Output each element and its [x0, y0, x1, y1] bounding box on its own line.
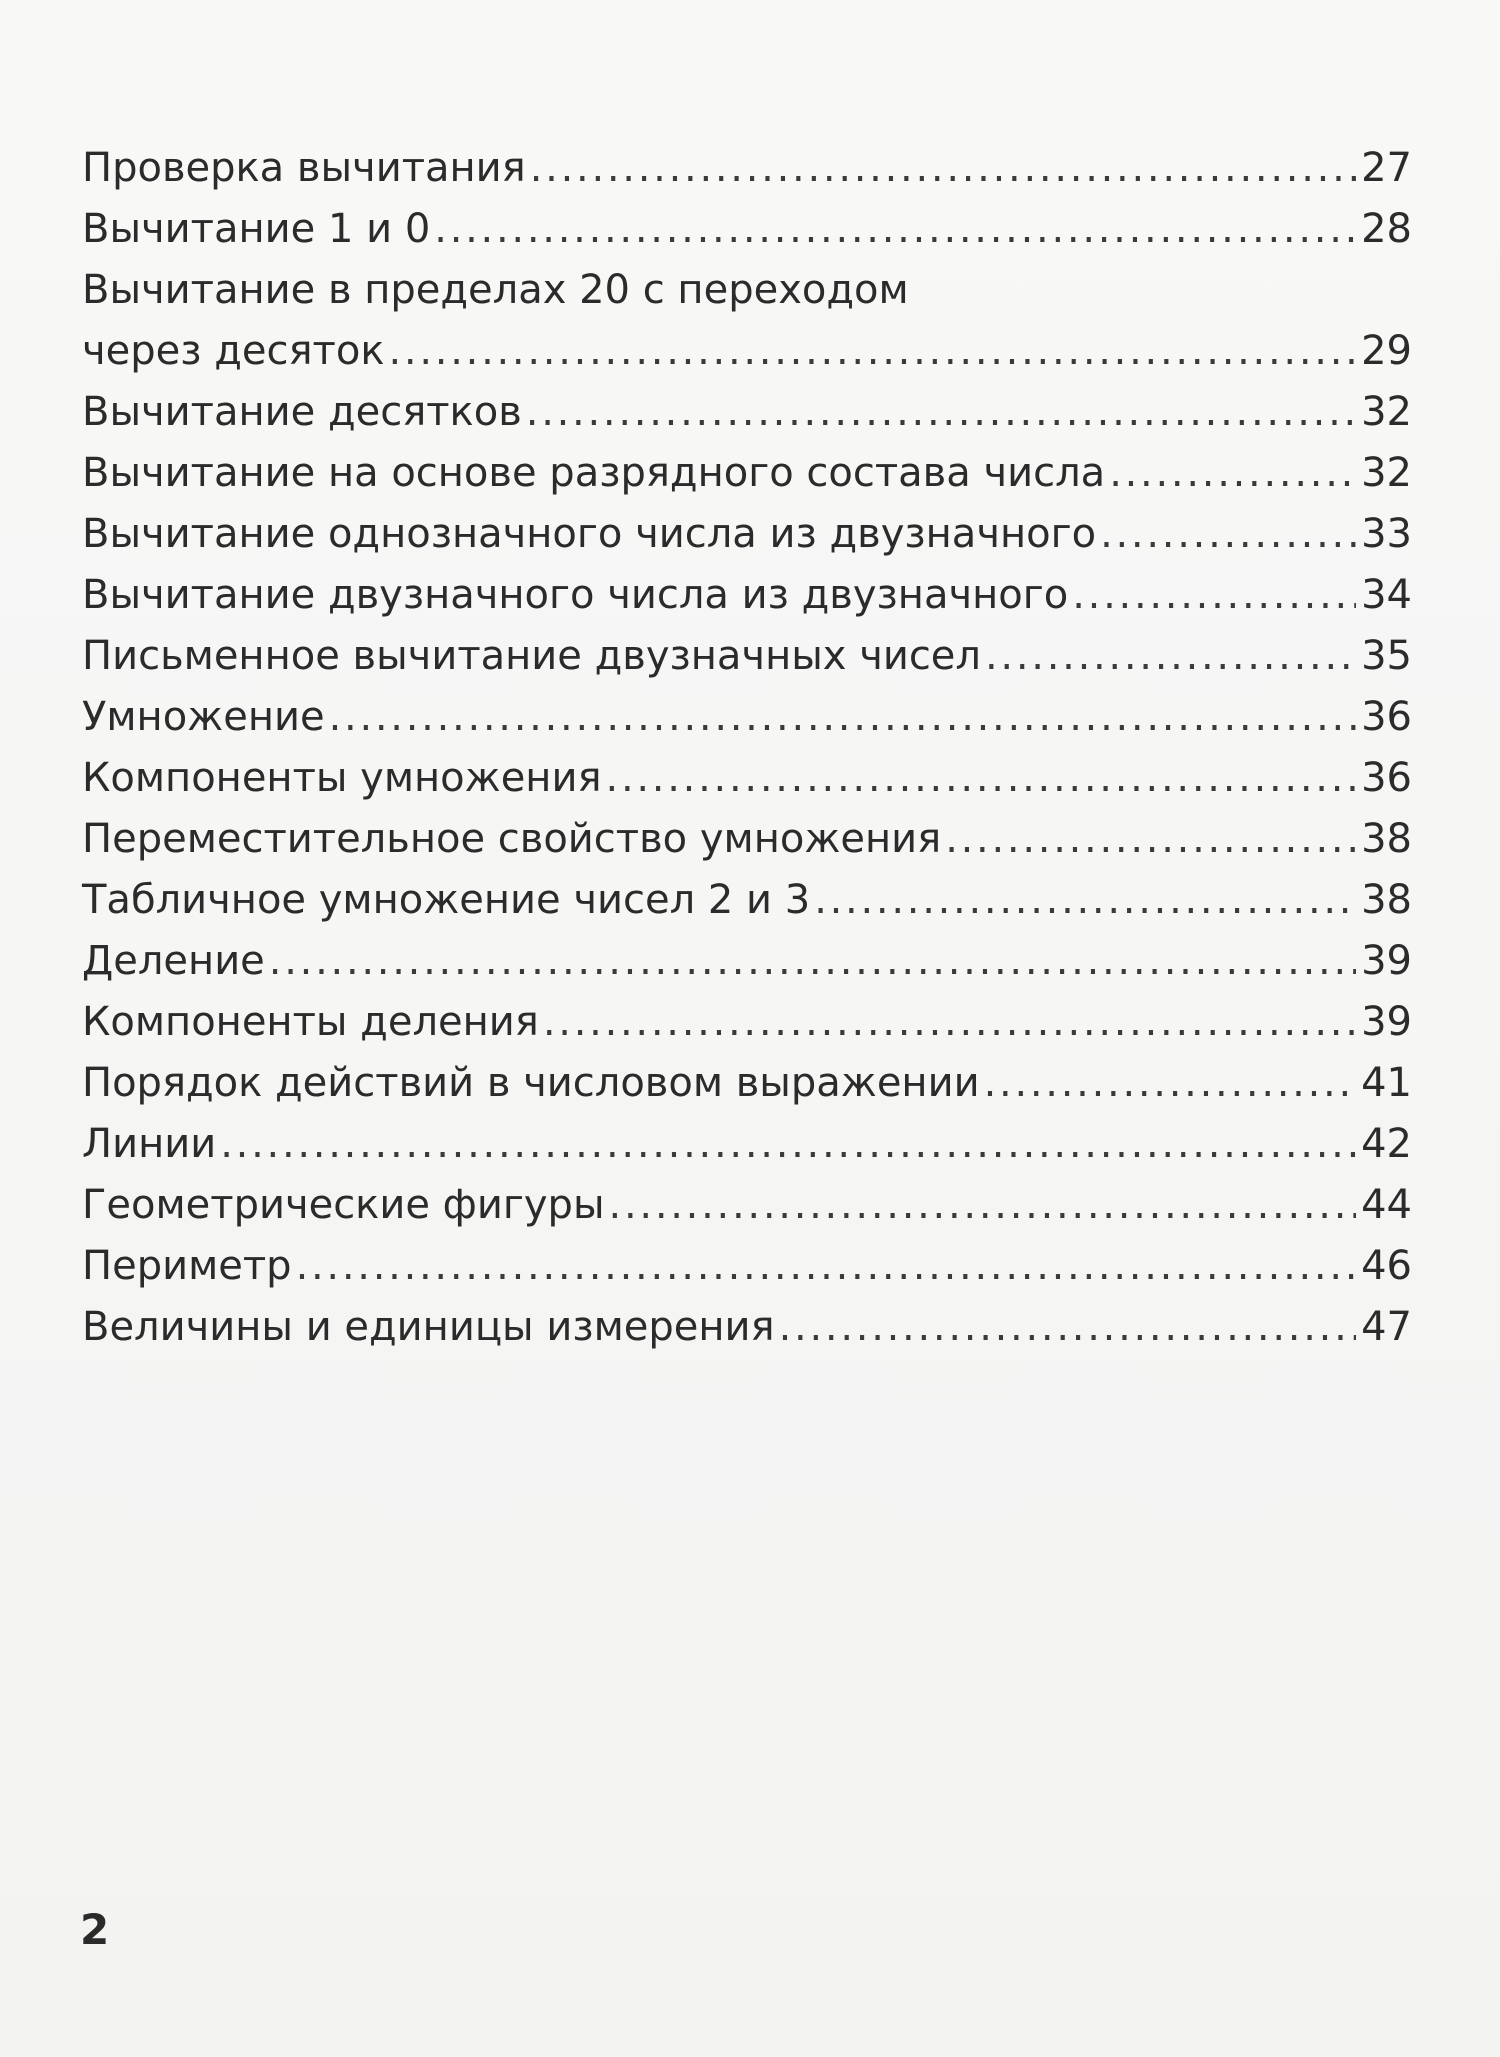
toc-entry [82, 626, 1412, 687]
toc-dot-leader [1072, 565, 1356, 626]
toc-line [82, 199, 1412, 260]
toc-entry-title: Проверка вычитания [82, 145, 526, 191]
toc-dot-leader [530, 138, 1356, 199]
toc-dot-leader [609, 1175, 1356, 1236]
toc-entry [82, 931, 1412, 992]
toc-line [82, 1297, 1412, 1358]
toc-dot-leader [814, 870, 1356, 931]
toc-entry-page: 27 [1361, 145, 1412, 191]
toc-dot-leader [388, 321, 1356, 382]
toc-entry [82, 382, 1412, 443]
table-of-contents [82, 138, 1412, 1358]
toc-entry-title: Деление [82, 938, 265, 984]
toc-dot-leader [329, 687, 1356, 748]
toc-dot-leader [1100, 504, 1356, 565]
toc-entry-title: Компоненты деления [82, 999, 539, 1045]
toc-entry-page: 38 [1361, 877, 1412, 923]
toc-entry [82, 199, 1412, 260]
toc-entry-page: 36 [1361, 755, 1412, 801]
toc-dot-leader [606, 748, 1356, 809]
toc-line [82, 748, 1412, 809]
toc-dot-leader [543, 992, 1356, 1053]
toc-entry-title: Вычитание 1 и 0 [82, 206, 431, 252]
toc-entry-page: 35 [1361, 633, 1412, 679]
toc-entry [82, 748, 1412, 809]
toc-dot-leader [945, 809, 1356, 870]
toc-entry-page: 28 [1361, 206, 1412, 252]
toc-entry-page: 42 [1361, 1121, 1412, 1167]
toc-line [82, 870, 1412, 931]
toc-entry [82, 1236, 1412, 1297]
toc-entry-page: 41 [1361, 1060, 1412, 1106]
toc-entry-title: Вычитание на основе разрядного состава числа [82, 450, 1106, 496]
toc-entry-page: 39 [1361, 938, 1412, 984]
toc-entry-title: Компоненты умножения [82, 755, 602, 801]
toc-entry [82, 809, 1412, 870]
toc-dot-leader [985, 626, 1356, 687]
toc-entry-page: 29 [1361, 328, 1412, 374]
toc-dot-leader [1109, 443, 1356, 504]
toc-entry-title: Периметр [82, 1243, 292, 1289]
toc-dot-leader [220, 1114, 1356, 1175]
toc-entry [82, 504, 1412, 565]
toc-line [82, 809, 1412, 870]
toc-entry [82, 443, 1412, 504]
toc-dot-leader [779, 1297, 1356, 1358]
toc-entry-page: 32 [1361, 389, 1412, 435]
toc-line [82, 443, 1412, 504]
toc-entry-page: 36 [1361, 694, 1412, 740]
toc-entry [82, 870, 1412, 931]
toc-line [82, 931, 1412, 992]
toc-entry [82, 687, 1412, 748]
page-number: 2 [80, 1905, 110, 1954]
toc-entry-title: Табличное умножение чисел 2 и 3 [82, 877, 811, 923]
toc-entry-page: 44 [1361, 1182, 1412, 1228]
toc-line [82, 687, 1412, 748]
toc-entry-title: Геометрические фигуры [82, 1182, 605, 1228]
toc-line [82, 626, 1412, 687]
toc-entry-title: Вычитание в пределах 20 с переходом [82, 267, 909, 313]
toc-line [82, 1175, 1412, 1236]
toc-entry-page: 47 [1361, 1304, 1412, 1350]
toc-entry-page: 39 [1361, 999, 1412, 1045]
toc-dot-leader [984, 1053, 1356, 1114]
toc-entry-title: Порядок действий в числовом выражении [82, 1060, 980, 1106]
toc-dot-leader [526, 382, 1356, 443]
toc-entry-page: 34 [1361, 572, 1412, 618]
toc-entry [82, 1297, 1412, 1358]
toc-dot-leader [269, 931, 1356, 992]
toc-entry-title: Линии [82, 1121, 217, 1167]
toc-line [82, 1236, 1412, 1297]
toc-entry-page: 33 [1361, 511, 1412, 557]
toc-line [82, 260, 1412, 321]
toc-entry [82, 260, 1412, 382]
toc-line [82, 1114, 1412, 1175]
toc-line [82, 382, 1412, 443]
toc-entry-page: 38 [1361, 816, 1412, 862]
toc-entry [82, 992, 1412, 1053]
toc-entry-page: 46 [1361, 1243, 1412, 1289]
toc-entry [82, 138, 1412, 199]
toc-entry-page: 32 [1361, 450, 1412, 496]
toc-entry-title: Письменное вычитание двузначных чисел [82, 633, 981, 679]
toc-entry-title: Вычитание десятков [82, 389, 522, 435]
toc-entry [82, 1053, 1412, 1114]
toc-entry-title: Умножение [82, 694, 325, 740]
toc-entry-title: Вычитание однозначного числа из двузначного [82, 511, 1097, 557]
toc-line [82, 992, 1412, 1053]
toc-entry [82, 565, 1412, 626]
toc-entry-title: Переместительное свойство умножения [82, 816, 942, 862]
toc-entry-title: Вычитание двузначного числа из двузначного [82, 572, 1069, 618]
toc-entry-title: Величины и единицы измерения [82, 1304, 775, 1350]
toc-entry [82, 1175, 1412, 1236]
toc-entry [82, 1114, 1412, 1175]
toc-dot-leader [434, 199, 1356, 260]
toc-line [82, 565, 1412, 626]
toc-entry-title: через десяток [82, 328, 385, 374]
toc-line [82, 321, 1412, 382]
toc-dot-leader [296, 1236, 1356, 1297]
toc-line [82, 504, 1412, 565]
toc-line [82, 138, 1412, 199]
toc-line [82, 1053, 1412, 1114]
